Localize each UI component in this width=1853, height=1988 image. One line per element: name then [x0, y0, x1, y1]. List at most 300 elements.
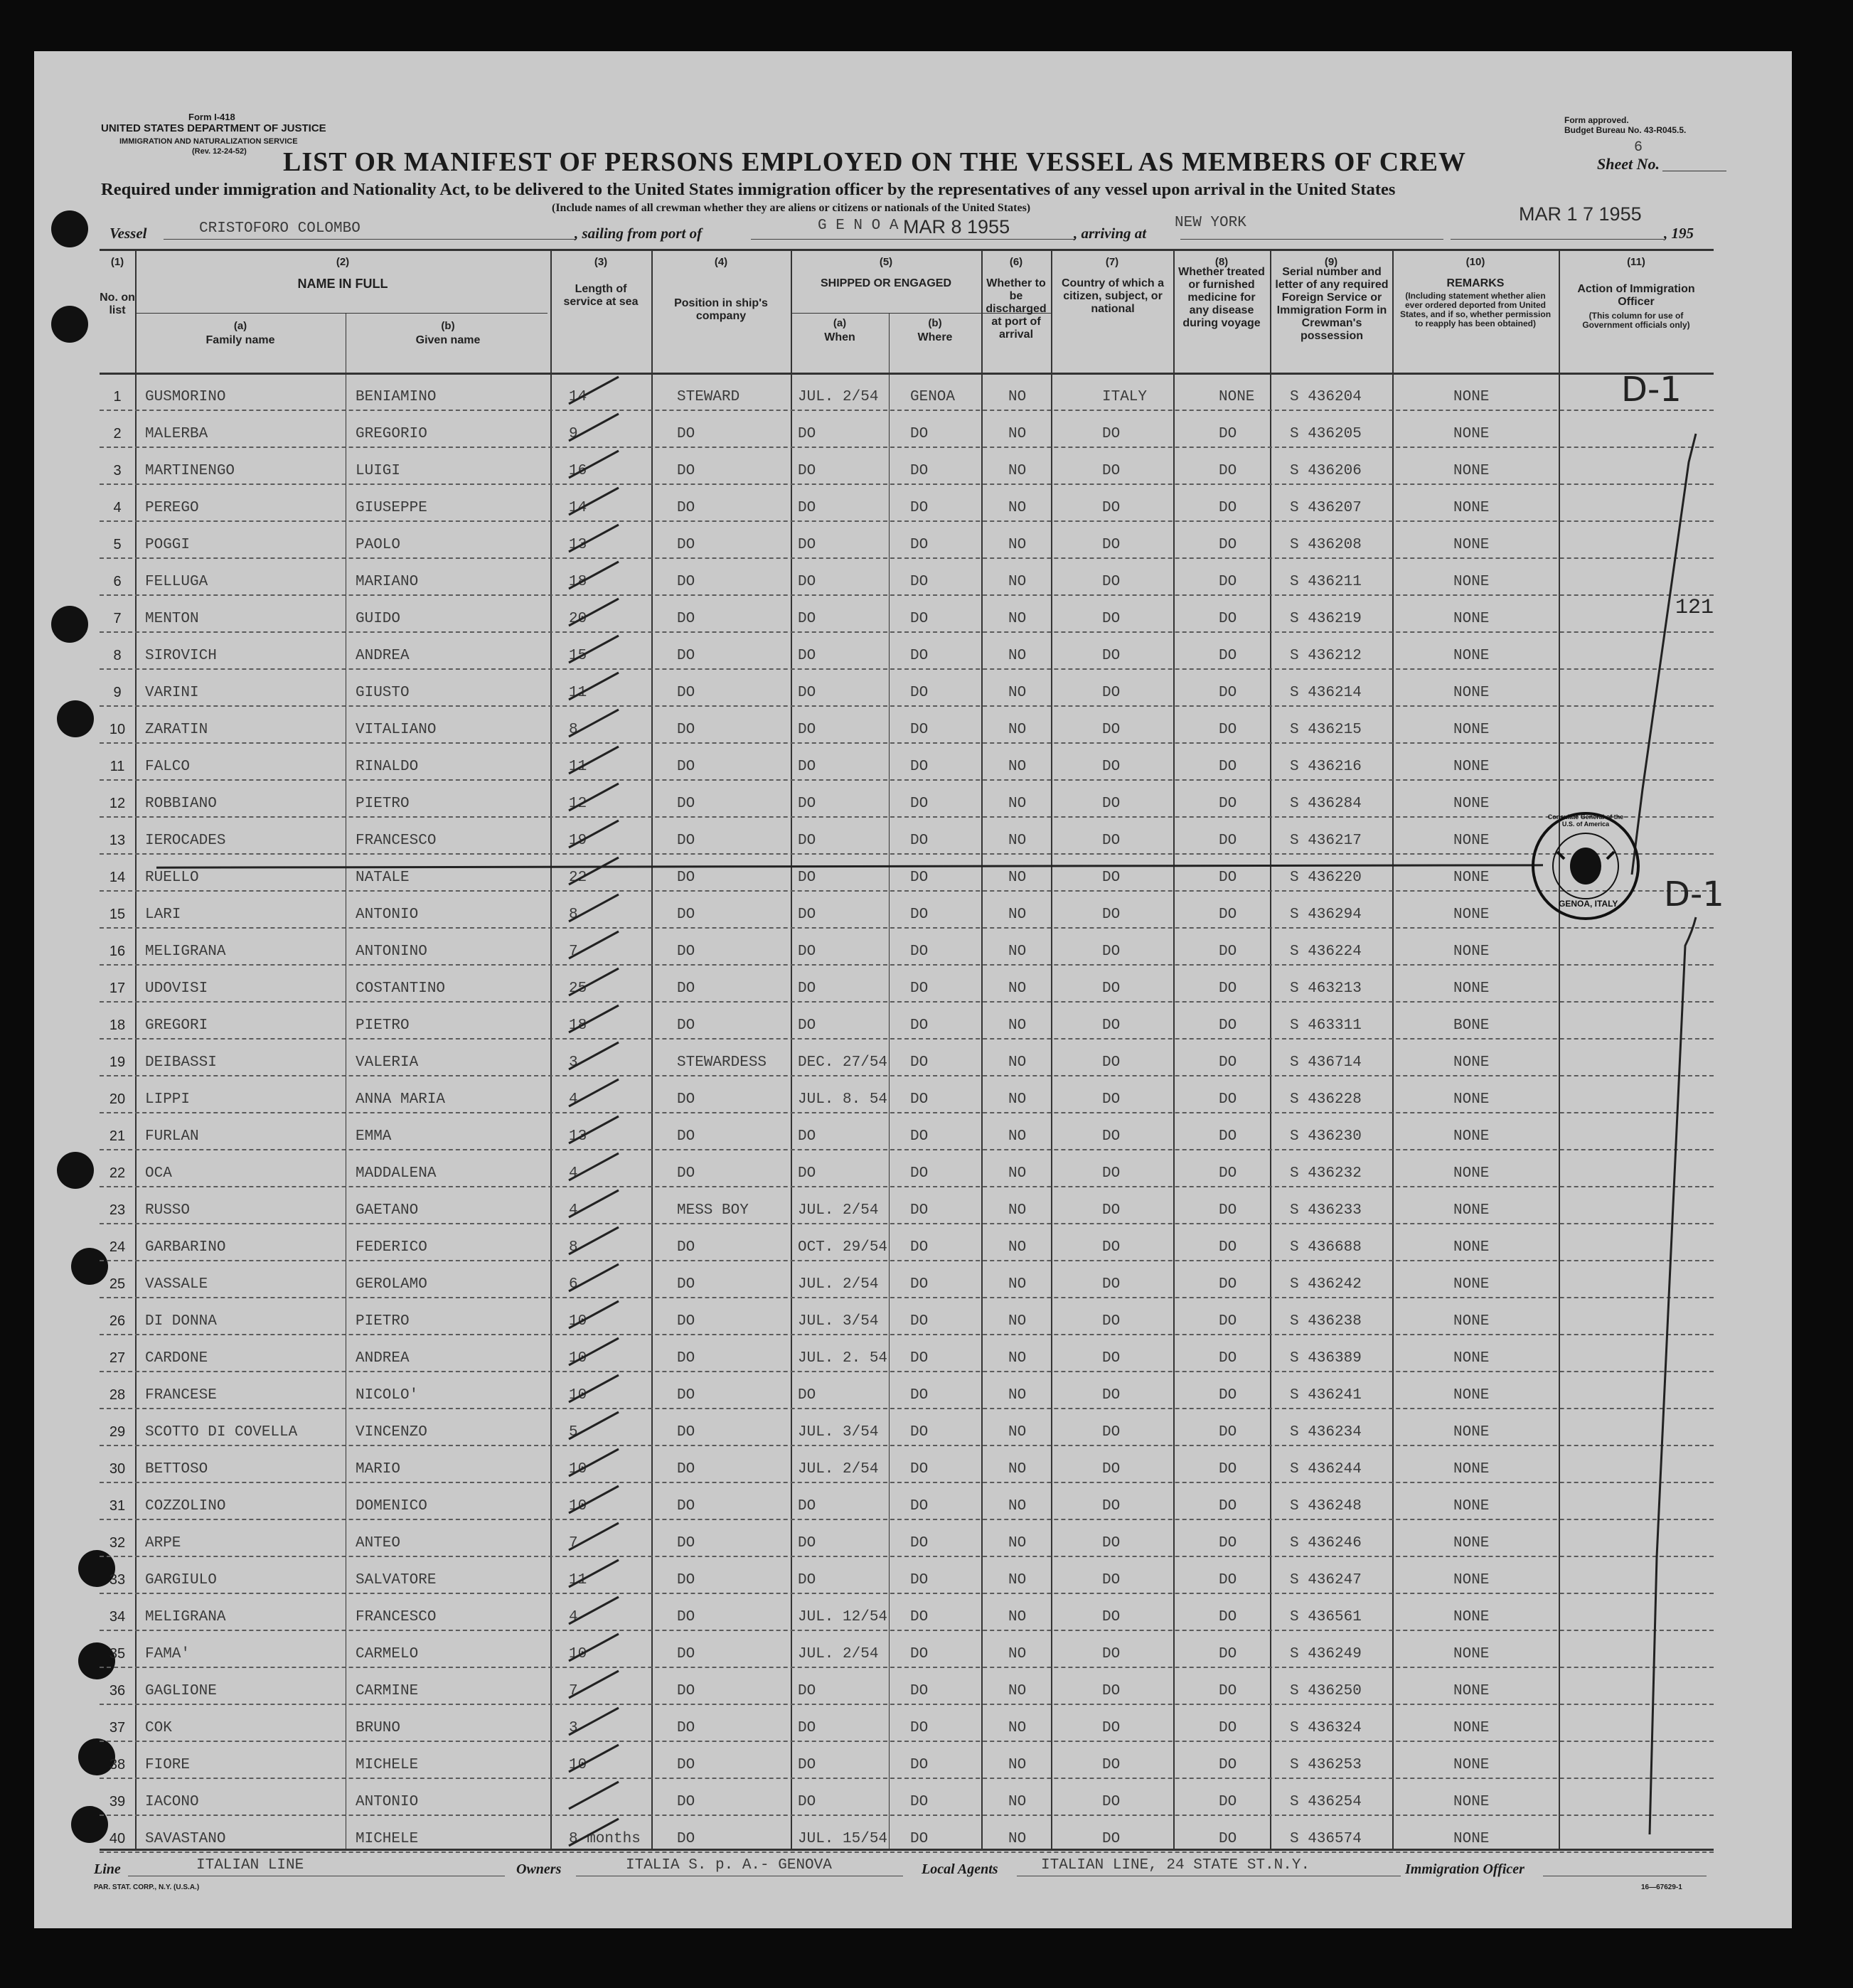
cell-position: DO [677, 574, 695, 590]
service-check-mark [562, 742, 626, 778]
cell-service: 15 [569, 648, 587, 664]
cell-position: DO [677, 1276, 695, 1293]
col-2a-number: (a) [233, 320, 247, 332]
cell-remarks: NONE [1453, 1424, 1490, 1441]
cell-when: JUL. 2/54 [798, 1646, 879, 1662]
cell-position: STEWARD [677, 389, 740, 405]
table-row [100, 1408, 1714, 1446]
cell-where: DO [910, 1017, 929, 1034]
cell-remarks: NONE [1453, 1461, 1490, 1477]
cell-country: DO [1102, 907, 1121, 923]
service-check-mark [562, 816, 626, 852]
cell-country: DO [1102, 833, 1121, 849]
cell-service: 13 [569, 537, 587, 553]
row-number: 15 [109, 907, 126, 922]
cell-where: DO [910, 574, 929, 590]
cell-medicine: DO [1219, 870, 1237, 886]
service-check-mark [562, 1630, 626, 1665]
year-suffix: , 195 [1664, 225, 1694, 242]
cell-family: MENTON [145, 611, 199, 627]
sailing-label: , sailing from port of [575, 225, 703, 242]
cell-family: DI DONNA [145, 1313, 217, 1330]
form-number: Form I-418 [188, 112, 235, 122]
service-check-mark [562, 1667, 626, 1702]
cell-where: DO [910, 1498, 929, 1514]
cell-where: DO [910, 685, 929, 701]
table-row [100, 1223, 1714, 1261]
cell-country: DO [1102, 870, 1121, 886]
service-check-mark [562, 1778, 626, 1813]
agents-label: Local Agents [922, 1861, 998, 1877]
cell-position: DO [677, 944, 695, 960]
cell-remarks: NONE [1453, 722, 1490, 738]
cell-medicine: NONE [1219, 389, 1255, 405]
cell-serial: S 436244 [1290, 1461, 1362, 1477]
cell-position: DO [677, 1535, 695, 1551]
cell-medicine: DO [1219, 759, 1237, 775]
line-value: ITALIAN LINE [196, 1857, 304, 1874]
table-row [100, 1630, 1714, 1668]
cell-discharged: NO [1008, 1646, 1027, 1662]
row-number: 6 [113, 574, 122, 589]
cell-given: MICHELE [356, 1831, 419, 1847]
cell-service: 10 [569, 1313, 587, 1330]
cell-medicine: DO [1219, 1202, 1237, 1219]
cell-where: DO [910, 1128, 929, 1145]
cell-service: 5 [569, 1424, 578, 1441]
cell-family: MELIGRANA [145, 944, 226, 960]
table-bottom-border [100, 1849, 1714, 1851]
agents-value: ITALIAN LINE, 24 STATE ST.N.Y. [1041, 1857, 1310, 1874]
cell-discharged: NO [1008, 944, 1027, 960]
cell-given: ANNA MARIA [356, 1091, 446, 1108]
table-row [100, 557, 1714, 596]
vessel-name: CRISTOFORO COLOMBO [199, 220, 361, 237]
row-number: 33 [109, 1572, 126, 1588]
cell-country: DO [1102, 1091, 1121, 1108]
cell-position: DO [677, 722, 695, 738]
col-10-header: REMARKS [1446, 277, 1505, 289]
vessel-label: Vessel [110, 225, 147, 242]
cell-remarks: NONE [1453, 1091, 1490, 1108]
cell-country: DO [1102, 1572, 1121, 1588]
include-note: (Include names of all crewman whether they are aliens or citizens or nationals of the United States) [552, 202, 1031, 214]
cell-family: MALERBA [145, 426, 208, 442]
cell-discharged: NO [1008, 389, 1027, 405]
cell-medicine: DO [1219, 1313, 1237, 1330]
row-number: 36 [109, 1683, 126, 1699]
cell-family: IEROCADES [145, 833, 226, 849]
cell-serial: S 436242 [1290, 1276, 1362, 1293]
cell-discharged: NO [1008, 1387, 1027, 1404]
table-row [100, 705, 1714, 744]
cell-remarks: BONE [1453, 1017, 1490, 1034]
service-check-mark [562, 1408, 626, 1443]
cell-when: DO [798, 648, 816, 664]
cell-serial: S 436324 [1290, 1720, 1362, 1736]
cell-remarks: NONE [1453, 759, 1490, 775]
cell-where: DO [910, 1609, 929, 1625]
cell-where: DO [910, 1572, 929, 1588]
cell-given: FRANCESCO [356, 833, 437, 849]
cell-position: STEWARDESS [677, 1054, 767, 1071]
service-check-mark [562, 1260, 626, 1295]
cell-serial: S 436389 [1290, 1350, 1362, 1367]
col-4-header: Position in ship's company [674, 297, 768, 322]
cell-service: 13 [569, 1128, 587, 1145]
table-row [100, 1371, 1714, 1409]
row-number: 3 [113, 463, 122, 479]
service-check-mark [562, 1482, 626, 1517]
cell-medicine: DO [1219, 1498, 1237, 1514]
cell-serial: S 436207 [1290, 500, 1362, 516]
cell-family: GREGORI [145, 1017, 208, 1034]
cell-medicine: DO [1219, 463, 1237, 479]
row-number: 19 [109, 1054, 126, 1070]
col-2a-header: Family name [205, 334, 275, 346]
cell-service: 22 [569, 870, 587, 886]
cell-given: GAETANO [356, 1202, 419, 1219]
cell-position: DO [677, 1128, 695, 1145]
cell-position: DO [677, 1720, 695, 1736]
service-check-mark [562, 1149, 626, 1185]
cell-given: COSTANTINO [356, 980, 446, 997]
cell-discharged: NO [1008, 833, 1027, 849]
cell-service: 8 [569, 722, 578, 738]
cell-family: BETTOSO [145, 1461, 208, 1477]
cell-position: DO [677, 870, 695, 886]
row-number: 35 [109, 1646, 126, 1662]
table-row [100, 742, 1714, 781]
punch-hole [51, 306, 88, 343]
owners-value: ITALIA S. p. A.- GENOVA [626, 1857, 832, 1874]
col-3-number: (3) [594, 256, 608, 268]
owners-label: Owners [516, 1861, 562, 1877]
table-row [100, 1112, 1714, 1150]
d1-annotation-top: D-1 [1621, 370, 1682, 410]
cell-discharged: NO [1008, 870, 1027, 886]
cell-serial: S 436219 [1290, 611, 1362, 627]
cell-service: 4 [569, 1165, 578, 1182]
cell-remarks: NONE [1453, 611, 1490, 627]
cell-serial: S 436206 [1290, 463, 1362, 479]
cell-given: BENIAMINO [356, 389, 437, 405]
cell-service: 10 [569, 1757, 587, 1773]
ditto-marks [1550, 419, 1714, 1856]
cell-family: ZARATIN [145, 722, 208, 738]
cell-discharged: NO [1008, 1572, 1027, 1588]
department-name: UNITED STATES DEPARTMENT OF JUSTICE [101, 122, 326, 134]
cell-country: DO [1102, 648, 1121, 664]
col-5b-number: (b) [928, 317, 942, 329]
cell-serial: S 436714 [1290, 1054, 1362, 1071]
cell-family: POGGI [145, 537, 191, 553]
cell-family: OCA [145, 1165, 172, 1182]
table-row [100, 1593, 1714, 1631]
cell-given: MARIANO [356, 574, 419, 590]
cell-discharged: NO [1008, 1498, 1027, 1514]
cell-medicine: DO [1219, 1720, 1237, 1736]
cell-country: DO [1102, 685, 1121, 701]
cell-family: GUSMORINO [145, 389, 226, 405]
cell-discharged: NO [1008, 426, 1027, 442]
cell-given: DOMENICO [356, 1498, 427, 1514]
service-check-mark [562, 1297, 626, 1332]
cell-family: CARDONE [145, 1350, 208, 1367]
cell-given: LUIGI [356, 463, 401, 479]
cell-position: DO [677, 980, 695, 997]
row-number: 16 [109, 944, 126, 959]
cell-service: 10 [569, 1350, 587, 1367]
cell-where: DO [910, 1646, 929, 1662]
cell-serial: S 436205 [1290, 426, 1362, 442]
cell-remarks: NONE [1453, 870, 1490, 886]
cell-country: DO [1102, 1461, 1121, 1477]
cell-medicine: DO [1219, 1165, 1237, 1182]
cell-where: DO [910, 759, 929, 775]
row-number: 29 [109, 1424, 126, 1440]
table-row [100, 1001, 1714, 1040]
service-check-mark [562, 705, 626, 741]
form-code: 16—67629-1 [1641, 1883, 1682, 1891]
cell-position: DO [677, 611, 695, 627]
cell-serial: S 436216 [1290, 759, 1362, 775]
service-check-mark [562, 1704, 626, 1739]
table-row [100, 1482, 1714, 1520]
table-row [100, 410, 1714, 448]
cell-serial: S 463213 [1290, 980, 1362, 997]
cell-where: DO [910, 944, 929, 960]
cell-country: DO [1102, 500, 1121, 516]
cell-position: DO [677, 1794, 695, 1810]
cell-family: SIROVICH [145, 648, 217, 664]
cell-when: JUL. 2. 54 [798, 1350, 888, 1367]
cell-medicine: DO [1219, 1757, 1237, 1773]
cell-position: DO [677, 1831, 695, 1847]
row-number: 8 [113, 648, 122, 663]
cell-where: GENOA [910, 389, 956, 405]
cell-medicine: DO [1219, 1609, 1237, 1625]
cell-when: JUL. 8. 54 [798, 1091, 888, 1108]
cell-service: 8 [569, 1239, 578, 1256]
punch-hole [57, 700, 94, 737]
service-check-mark [562, 1815, 626, 1850]
cell-where: DO [910, 796, 929, 812]
cell-family: FURLAN [145, 1128, 199, 1145]
cell-given: EMMA [356, 1128, 392, 1145]
table-row [100, 1741, 1714, 1779]
cell-service: 12 [569, 796, 587, 812]
form-approved: Form approved. [1564, 115, 1629, 125]
cell-service: 11 [569, 1572, 587, 1588]
cell-medicine: DO [1219, 500, 1237, 516]
cell-when: DO [798, 980, 816, 997]
col-2b-header: Given name [415, 334, 481, 346]
cell-country: DO [1102, 759, 1121, 775]
cell-discharged: NO [1008, 1054, 1027, 1071]
cell-family: GAGLIONE [145, 1683, 217, 1699]
cell-medicine: DO [1219, 1017, 1237, 1034]
cell-serial: S 436228 [1290, 1091, 1362, 1108]
row-number: 5 [113, 537, 122, 552]
row-number: 40 [109, 1831, 126, 1847]
cell-service: 7 [569, 1683, 578, 1699]
table-row [100, 816, 1714, 855]
cell-position: DO [677, 537, 695, 553]
cell-where: DO [910, 722, 929, 738]
table-row [100, 520, 1714, 559]
cell-when: JUL. 3/54 [798, 1313, 879, 1330]
row-number: 26 [109, 1313, 126, 1329]
consulate-stamp [1529, 809, 1643, 923]
cell-when: DO [798, 611, 816, 627]
cell-country: DO [1102, 1424, 1121, 1441]
punch-hole [57, 1152, 94, 1189]
cell-given: ANTONINO [356, 944, 427, 960]
cell-country: DO [1102, 1683, 1121, 1699]
cell-serial: S 436220 [1290, 870, 1362, 886]
cell-serial: S 436233 [1290, 1202, 1362, 1219]
cell-when: DO [798, 1794, 816, 1810]
cell-given: FRANCESCO [356, 1609, 437, 1625]
cell-discharged: NO [1008, 1831, 1027, 1847]
cell-serial: S 436248 [1290, 1498, 1362, 1514]
cell-given: GIUSTO [356, 685, 410, 701]
cell-position: DO [677, 463, 695, 479]
service-check-mark [562, 1556, 626, 1591]
cell-when: DO [798, 833, 816, 849]
cell-where: DO [910, 1720, 929, 1736]
col-10-number: (10) [1465, 256, 1485, 268]
cell-serial: S 436247 [1290, 1572, 1362, 1588]
cell-position: DO [677, 685, 695, 701]
service-check-mark [562, 779, 626, 815]
sheet-label: Sheet No. [1597, 155, 1660, 173]
col-5-number: (5) [879, 256, 893, 268]
cell-when: DO [798, 463, 816, 479]
col-7-number: (7) [1105, 256, 1119, 268]
service-check-mark [562, 1223, 626, 1258]
cell-position: DO [677, 1313, 695, 1330]
cell-service: 6 [569, 1276, 578, 1293]
col-6-number: (6) [1009, 256, 1023, 268]
row-number: 23 [109, 1202, 126, 1218]
cell-medicine: DO [1219, 1646, 1237, 1662]
cell-position: DO [677, 1461, 695, 1477]
cell-when: DO [798, 1572, 816, 1588]
cell-remarks: NONE [1453, 1757, 1490, 1773]
cell-country: DO [1102, 1202, 1121, 1219]
cell-country: ITALY [1102, 389, 1148, 405]
cell-where: DO [910, 1831, 929, 1847]
cell-remarks: NONE [1453, 1646, 1490, 1662]
cell-medicine: DO [1219, 1572, 1237, 1588]
cell-service: 10 [569, 1387, 587, 1404]
cell-serial: S 436230 [1290, 1128, 1362, 1145]
cell-where: DO [910, 648, 929, 664]
cell-given: ANTONIO [356, 907, 419, 923]
cell-where: DO [910, 537, 929, 553]
cell-when: JUL. 2/54 [798, 1276, 879, 1293]
cell-when: DO [798, 1498, 816, 1514]
service-name: IMMIGRATION AND NATURALIZATION SERVICE [119, 137, 298, 146]
row-number: 14 [109, 870, 126, 885]
cell-serial: S 436574 [1290, 1831, 1362, 1847]
cell-country: DO [1102, 1498, 1121, 1514]
col-2-header: NAME IN FULL [297, 277, 388, 291]
cell-where: DO [910, 500, 929, 516]
cell-country: DO [1102, 1831, 1121, 1847]
cell-serial: S 436294 [1290, 907, 1362, 923]
cell-given: VALERIA [356, 1054, 419, 1071]
cell-given: PIETRO [356, 1017, 410, 1034]
service-check-mark [562, 1001, 626, 1037]
service-check-mark [562, 1038, 626, 1074]
cell-family: DEIBASSI [145, 1054, 217, 1071]
form-revision: (Rev. 12-24-52) [192, 147, 247, 156]
table-row [100, 668, 1714, 707]
cell-position: DO [677, 907, 695, 923]
cell-position: DO [677, 1387, 695, 1404]
cell-given: ANDREA [356, 648, 410, 664]
cell-medicine: DO [1219, 537, 1237, 553]
col-5a-number: (a) [833, 317, 847, 329]
cell-service: 4 [569, 1091, 578, 1108]
cell-discharged: NO [1008, 1720, 1027, 1736]
cell-family: FAMA' [145, 1646, 191, 1662]
cell-where: DO [910, 1387, 929, 1404]
cell-position: DO [677, 426, 695, 442]
cell-medicine: DO [1219, 1239, 1237, 1256]
cell-discharged: NO [1008, 980, 1027, 997]
cell-remarks: NONE [1453, 648, 1490, 664]
row-number: 38 [109, 1757, 126, 1773]
cell-remarks: NONE [1453, 833, 1490, 849]
cell-when: DO [798, 759, 816, 775]
cell-position: DO [677, 1165, 695, 1182]
cell-where: DO [910, 1165, 929, 1182]
cell-position: DO [677, 1239, 695, 1256]
cell-when: DO [798, 1683, 816, 1699]
cell-serial: S 436561 [1290, 1609, 1362, 1625]
cell-discharged: NO [1008, 1276, 1027, 1293]
table-row [100, 1704, 1714, 1742]
port-to: NEW YORK [1175, 215, 1246, 231]
service-check-mark [562, 410, 626, 445]
cell-service: 10 [569, 1461, 587, 1477]
cell-position: DO [677, 1646, 695, 1662]
col-5-header: SHIPPED OR ENGAGED [820, 277, 952, 289]
table-row [100, 1334, 1714, 1372]
cell-remarks: NONE [1453, 1720, 1490, 1736]
cell-given: PIETRO [356, 796, 410, 812]
col-2b-number: (b) [441, 320, 455, 332]
table-row [100, 1815, 1714, 1853]
cell-when: DO [798, 1535, 816, 1551]
cell-country: DO [1102, 1794, 1121, 1810]
printer-imprint: PAR. STAT. CORP., N.Y. (U.S.A.) [94, 1883, 200, 1891]
cell-family: RUELLO [145, 870, 199, 886]
cell-remarks: NONE [1453, 1498, 1490, 1514]
col-11-subheader: (This column for use of Government officials only) [1582, 311, 1690, 330]
cell-medicine: DO [1219, 722, 1237, 738]
table-row [100, 853, 1714, 892]
cell-medicine: DO [1219, 833, 1237, 849]
cell-discharged: NO [1008, 611, 1027, 627]
cell-given: CARMINE [356, 1683, 419, 1699]
cell-remarks: NONE [1453, 463, 1490, 479]
cell-country: DO [1102, 722, 1121, 738]
